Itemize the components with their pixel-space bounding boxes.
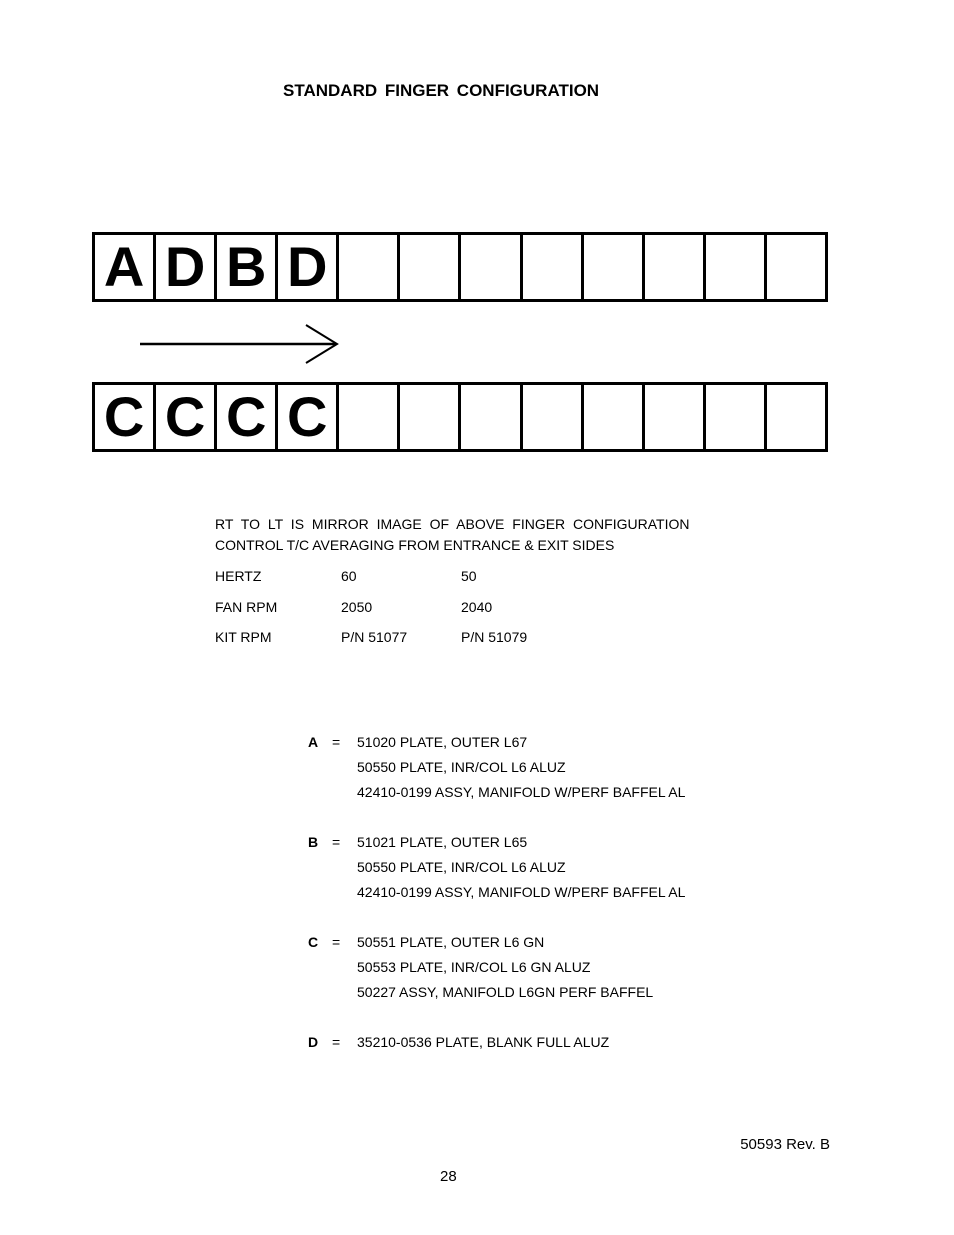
finger-slot [523, 235, 584, 299]
finger-slot [400, 235, 461, 299]
spec-value-60hz: 2050 [341, 598, 373, 615]
legend-item: 51021 PLATE, OUTER L65 [357, 834, 528, 850]
averaging-note: CONTROL T/C AVERAGING FROM ENTRANCE & EXIT SIDES [215, 537, 615, 553]
finger-slot: C [217, 385, 278, 449]
legend-item: 50550 PLATE, INR/COL L6 ALUZ [357, 759, 566, 775]
finger-slot [461, 385, 522, 449]
finger-slot [339, 235, 400, 299]
finger-slot [767, 385, 825, 449]
finger-slot: D [278, 235, 339, 299]
spec-value-60hz: P/N 51077 [341, 629, 408, 645]
finger-slot [767, 235, 825, 299]
legend-key: A [308, 734, 319, 750]
finger-slot [706, 235, 767, 299]
spec-label: FAN RPM [215, 598, 278, 615]
finger-slot [339, 385, 400, 449]
finger-slot [461, 235, 522, 299]
legend-item: 51020 PLATE, OUTER L67 [357, 734, 528, 750]
finger-row-top [92, 232, 828, 302]
finger-slot [645, 235, 706, 299]
legend-key: D [308, 1034, 319, 1050]
page-number: 28 [440, 1168, 457, 1185]
legend-item: 42410-0199 ASSY, MANIFOLD W/PERF BAFFEL AL [357, 784, 686, 800]
document-number: 50593 Rev. B [740, 1136, 830, 1153]
finger-slot: C [156, 385, 217, 449]
configuration-notes [215, 516, 689, 558]
parts-legend [308, 734, 685, 1084]
legend-group-d [308, 1034, 685, 1059]
legend-group-b [308, 834, 685, 909]
legend-equals: = [332, 934, 341, 950]
spec-value-50hz: 2040 [461, 598, 493, 615]
spec-label: HERTZ [215, 568, 262, 584]
legend-item: 50553 PLATE, INR/COL L6 GN ALUZ [357, 959, 591, 975]
legend-item: 50227 ASSY, MANIFOLD L6GN PERF BAFFEL [357, 984, 654, 1000]
finger-row-bottom [92, 382, 828, 452]
legend-group-a [308, 734, 685, 809]
legend-key: B [308, 834, 319, 850]
spec-value-50hz: P/N 51079 [461, 629, 528, 645]
finger-slot [523, 385, 584, 449]
legend-key: C [308, 934, 319, 950]
legend-equals: = [332, 834, 341, 850]
finger-slot: D [156, 235, 217, 299]
legend-equals: = [332, 734, 341, 750]
finger-slot [584, 235, 645, 299]
right-arrow-icon [138, 322, 342, 368]
finger-slot [584, 385, 645, 449]
spec-value-50hz: 50 [461, 568, 477, 584]
finger-slot: C [278, 385, 339, 449]
spec-label: KIT RPM [215, 629, 272, 645]
legend-item: 35210-0536 PLATE, BLANK FULL ALUZ [357, 1034, 610, 1050]
legend-item: 42410-0199 ASSY, MANIFOLD W/PERF BAFFEL AL [357, 884, 686, 900]
legend-equals: = [332, 1034, 341, 1050]
spec-value-60hz: 60 [341, 568, 357, 584]
finger-slot [400, 385, 461, 449]
finger-slot: B [217, 235, 278, 299]
legend-group-c [308, 934, 685, 1009]
finger-slot: A [95, 235, 156, 299]
page-title: STANDARD FINGER CONFIGURATION [283, 81, 600, 100]
finger-slot [645, 385, 706, 449]
finger-slot [706, 385, 767, 449]
legend-item: 50550 PLATE, INR/COL L6 ALUZ [357, 859, 566, 875]
finger-slot: C [95, 385, 156, 449]
legend-item: 50551 PLATE, OUTER L6 GN [357, 934, 545, 950]
mirror-note: RT TO LT IS MIRROR IMAGE OF ABOVE FINGER CONFIGURATION [215, 516, 690, 532]
